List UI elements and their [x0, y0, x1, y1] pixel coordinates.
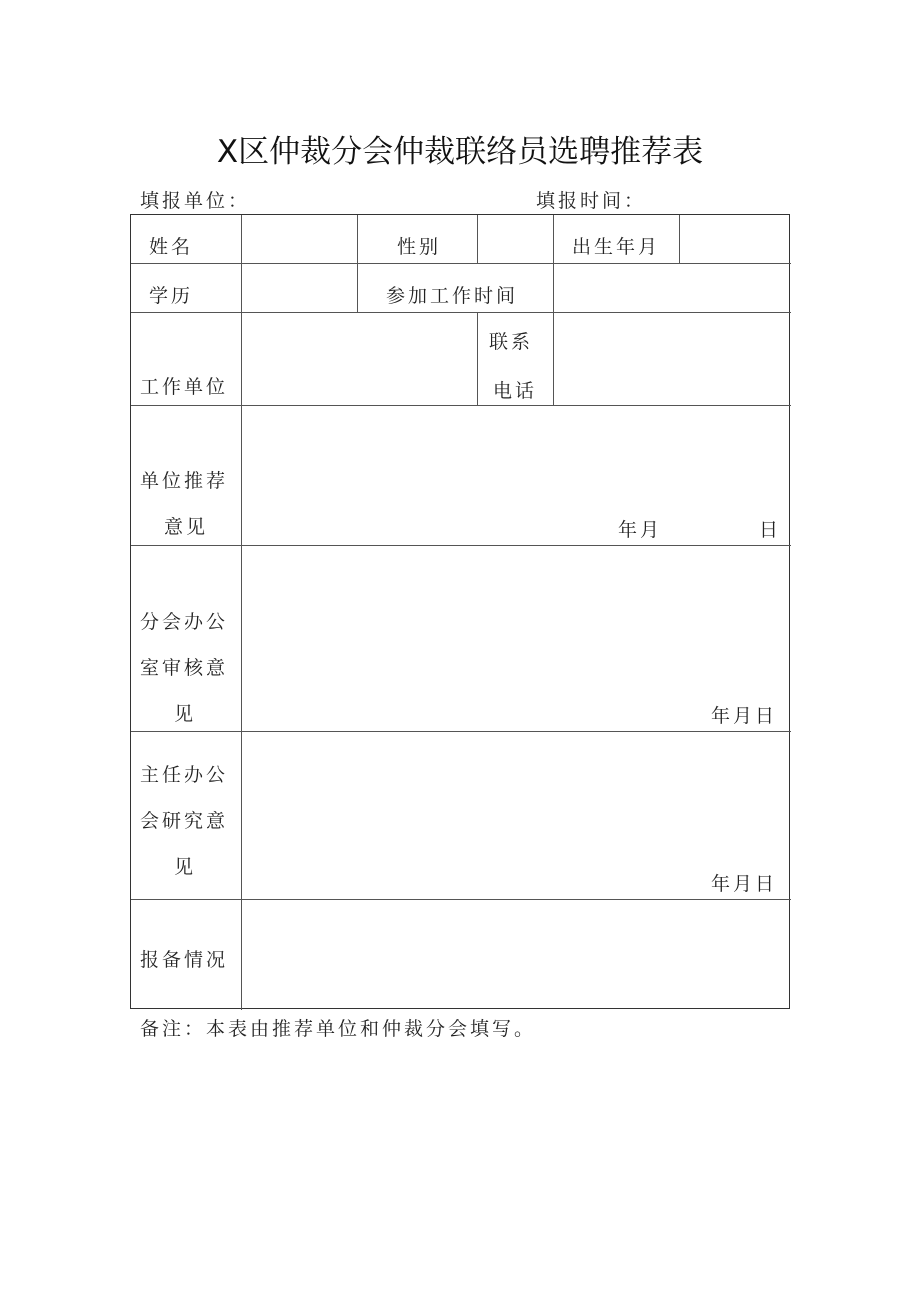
column-divider	[477, 312, 478, 405]
director-meeting-label-line2: 会研究意	[140, 810, 229, 832]
row-divider	[131, 263, 791, 264]
phone-label-line1: 联系	[489, 331, 534, 353]
row-divider	[131, 899, 791, 900]
birth-date-label: 出生年月	[572, 236, 661, 258]
office-review-label-line3: 见	[174, 703, 197, 725]
unit-opinion-year-month: 年月	[618, 519, 663, 541]
fill-time-label: 填报时间：	[536, 190, 647, 212]
name-label: 姓名	[149, 236, 194, 258]
recommendation-form-table	[130, 214, 790, 1009]
form-title: X区仲裁分会仲裁联络员选聘推荐表	[216, 134, 704, 170]
phone-label-line2: 电话	[493, 380, 538, 402]
row-divider	[131, 312, 791, 313]
column-divider	[553, 215, 554, 405]
director-meeting-date: 年月日	[711, 873, 778, 895]
education-label: 学历	[149, 285, 194, 307]
work-unit-label: 工作单位	[140, 376, 229, 398]
form-note: 备注：本表由推荐单位和仲裁分会填写。	[140, 1018, 537, 1040]
director-meeting-label-line3: 见	[174, 856, 197, 878]
row-divider	[131, 731, 791, 732]
unit-opinion-label-line1: 单位推荐	[140, 470, 229, 492]
fill-unit-label: 填报单位：	[140, 190, 251, 212]
unit-opinion-label-line2: 意见	[164, 516, 209, 538]
filing-status-label: 报备情况	[140, 949, 229, 971]
work-start-time-label: 参加工作时间	[386, 285, 519, 307]
office-review-label-line1: 分会办公	[140, 611, 229, 633]
column-divider	[357, 215, 358, 312]
office-review-label-line2: 室审核意	[140, 657, 229, 679]
column-divider	[679, 215, 680, 263]
column-divider	[477, 215, 478, 263]
row-divider	[131, 545, 791, 546]
column-divider	[241, 215, 242, 1010]
row-divider	[131, 405, 791, 406]
office-review-date: 年月日	[711, 705, 778, 727]
gender-label: 性别	[397, 236, 442, 258]
director-meeting-label-line1: 主任办公	[140, 764, 229, 786]
unit-opinion-day: 日	[759, 519, 782, 541]
